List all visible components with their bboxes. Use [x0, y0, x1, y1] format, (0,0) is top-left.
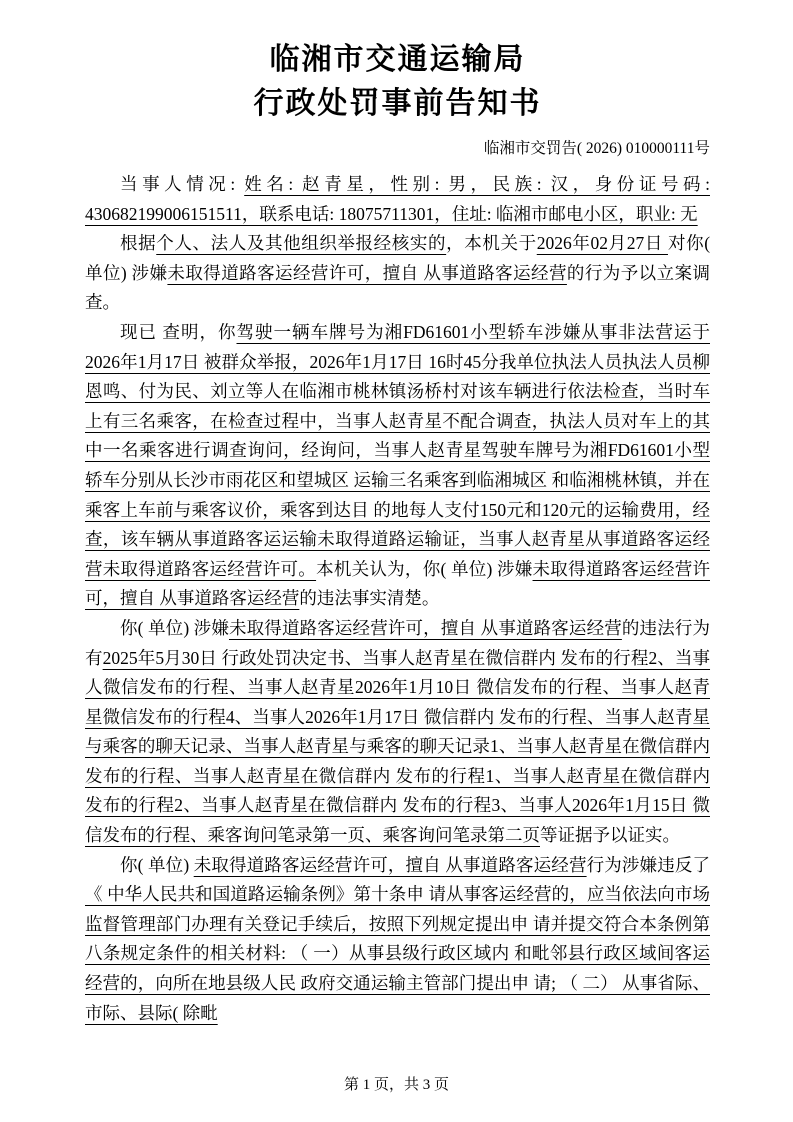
plain-text: 现已 查明，你	[120, 321, 237, 342]
paragraph	[85, 318, 710, 614]
underlined-text: 姓名: 赵青星，性别: 男，民族: 汉，身份证号码: 430682199006151511，联系电话: 18075711301，住址: 临湘市邮电小区，职业: 无	[85, 174, 710, 224]
underlined-text: 未取得道路客运经营许可，擅自 从事道路客运经营	[85, 558, 710, 609]
plain-text: 当事人情况:	[120, 174, 245, 194]
document-title-line1: 临湘市交通运输局	[269, 43, 526, 76]
plain-text: 对你( 单位) 涉嫌	[85, 233, 711, 283]
underlined-text: 《 中华人民共和国道路运输条例》第十条申 请从事客运经营的，应当依法向市场监督管理部门办理有关登记手续后，按照下列规定提出申 请并提交符合本条例第八条规定条件的相关材料: （ 一）从事县级行政区域内 和毗邻县行政区域间客运经营的，向所在地县级人民 政府交通运输主管部门提出申 请; （ 二） 从事省际、市际、县际( 除毗	[85, 884, 710, 1023]
underlined-text: 驾驶一辆车牌号为湘FD61601小型轿车涉嫌从事非法营运于2026年1月17日 被群众举报，2026年1月17日 16时45分我单位执法人员执法人员柳恩鸣、付为民、刘立等人在临湘市桃林镇汤桥村对该车辆进行依法检查，当时车上有三名乘客，在检查过程中，当事人赵青星不配合调查，执法人员对车上的其中一名乘客进行调查询问，经询问，当事人赵青星驾驶车牌号为湘FD61601小型轿车分别从长沙市雨花区和望城区 运输三名乘客到临湘城区 和临湘桃林镇，并在乘客上车前与乘客议价，乘客到达目 的地每人支付150元和120元的运输费用，经查，该车辆从事道路客运运输未取得道路运输证，当事人赵青星从事道路客运经营未取得道路客运经营许可。	[85, 321, 710, 579]
underlined-text: 未取得道路客运经营许可，擅自 从事道路客运经营	[228, 617, 622, 638]
plain-text: 根据	[120, 233, 157, 254]
paragraph	[85, 170, 710, 229]
page-footer: 第 1 页，共 3 页	[343, 1077, 449, 1093]
document-body	[85, 170, 710, 1028]
plain-text: ，本机关于	[446, 233, 537, 254]
document-title-line2: 行政处罚事前告知书	[253, 87, 542, 120]
plain-text: 的行为予以立案调查。	[85, 262, 711, 313]
plain-text: 等证据予以证实。	[540, 825, 680, 846]
plain-text: 的违法行为有	[85, 617, 711, 668]
plain-text: 你( 单位)	[120, 854, 194, 875]
plain-text: 的违法事实清楚。	[299, 588, 440, 609]
paragraph	[85, 614, 710, 851]
underlined-text: 2026年02月27日	[536, 233, 668, 254]
underlined-text: 未取得道路客运经营许可，擅自 从事道路客运经营	[193, 854, 587, 875]
plain-text: 本机关认为，你( 单位) 涉嫌	[316, 558, 533, 579]
underlined-text: 2025年5月30日 行政处罚决定书、当事人赵青星在微信群内 发布的行程2、当事人微信发布的行程、当事人赵青星2026年1月10日 微信发布的行程、当事人赵青星微信发布的行程4、当事人2026年1月17日 微信群内 发布的行程、当事人赵青星与乘客的聊天记录、当事人赵青星与乘客的聊天记录1、当事人赵青星在微信群内 发布的行程、当事人赵青星在微信群内 发布的行程1、当事人赵青星在微信群内 发布的行程2、当事人赵青星在微信群内 发布的行程3、当事人2026年1月15日 微信发布的行程、乘客询问笔录第一页、乘客询问笔录第二页	[85, 647, 711, 846]
paragraph	[85, 229, 710, 318]
paragraph	[85, 851, 710, 1029]
document-number: 临湘市交罚告( 2026) 010000111号	[483, 140, 710, 157]
underlined-text: 个人、法人及其他组织举报经核实的	[156, 233, 447, 254]
plain-text: 行为涉嫌违反了	[586, 854, 711, 875]
plain-text: 你( 单位) 涉嫌	[120, 617, 229, 638]
underlined-text: 未取得道路客运经营许可，擅自 从事道路客运经营	[167, 262, 567, 283]
